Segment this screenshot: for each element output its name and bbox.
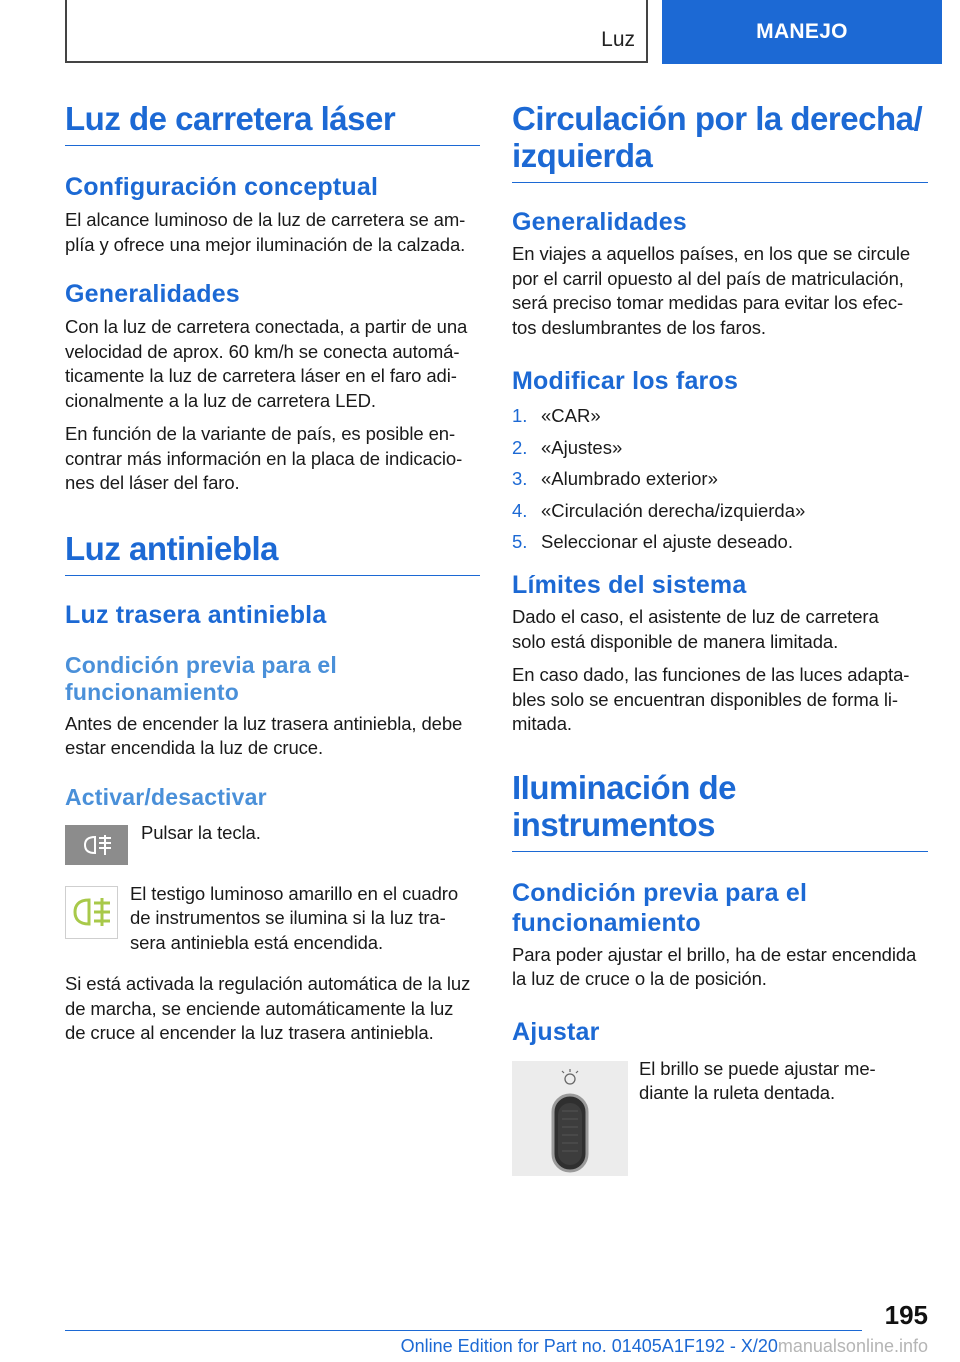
- heading-rear-fog-light: Luz trasera antiniebla: [65, 600, 327, 629]
- heading-adjust: Ajustar: [512, 1017, 600, 1046]
- paragraph-general-1: Con la luz de carretera conectada, a partir de una velocidad de aprox. 60 km/h se conecta automá- ticamente la luz de carretera láser en el faro adi- cionalmente a la luz de carretera LED.: [65, 316, 468, 411]
- paragraph-general-2: En función de la variante de país, es posible en- contrar más información en la placa de indicacio- nes del láser del faro.: [65, 423, 463, 493]
- paragraph-config: El alcance luminoso de la luz de carretera se am- plía y ofrece una mejor iluminación de la calzada.: [65, 209, 466, 255]
- list-item: 1. «CAR»: [512, 405, 601, 426]
- header-chapter-tab[interactable]: MANEJO: [662, 0, 942, 64]
- paragraph-limits-1: Dado el caso, el asistente de luz de carretera solo está disponible de manera limitada.: [512, 606, 879, 652]
- list-item: 4. «Circulación derecha/izquierda»: [512, 499, 806, 521]
- fog-button-row: [65, 821, 480, 865]
- steps-list: [512, 404, 928, 554]
- list-item: 5. Seleccionar el ajuste deseado.: [512, 531, 793, 552]
- footer-divider: [65, 1330, 862, 1331]
- paragraph-indicator: El testigo luminoso amarillo en el cuadro de instrumentos se ilumina si la luz tra- sera antiniebla está encendida.: [130, 882, 459, 953]
- header-frame: [65, 0, 648, 63]
- right-column: [512, 100, 928, 1176]
- left-column: [65, 100, 480, 1046]
- heading-general: Generalidades: [65, 280, 240, 308]
- footer-edition: Online Edition for Part no. 01405A1F192 - X/20manualsonline.info: [400, 1336, 928, 1356]
- header-section-title: Luz: [601, 28, 635, 51]
- indicator-row: [65, 882, 480, 956]
- heading-fog-light: Luz antiniebla: [65, 530, 480, 576]
- heading-precondition: Condición previa para el funcionamiento: [65, 651, 337, 705]
- heading-precondition-right: Condición previa para el funcionamiento: [512, 878, 808, 937]
- paragraph-limits-2: En caso dado, las funciones de las luces adapta- bles solo se encuentran disponibles de forma li- mitada.: [512, 664, 910, 734]
- heading-system-limits: Límites del sistema: [512, 571, 747, 599]
- paragraph-precondition-right: Para poder ajustar el brillo, ha de estar encendida la luz de cruce o la de posición.: [512, 943, 917, 989]
- adjust-row: [512, 1057, 928, 1176]
- paragraph-precondition: Antes de encender la luz trasera antiniebla, debe estar encendida la luz de cruce.: [65, 712, 463, 758]
- paragraph-auto-light: Si está activada la regulación automática de la luz de marcha, se enciende automáticamente la luz de cruce al encender la luz trasera antiniebla.: [65, 973, 471, 1043]
- heading-general-right: Generalidades: [512, 208, 687, 236]
- heading-laser-high-beam: Luz de carretera láser: [65, 100, 480, 146]
- heading-modify-headlights: Modificar los faros: [512, 367, 739, 395]
- paragraph-press-button: Pulsar la tecla.: [141, 821, 261, 843]
- heading-instrument-lighting: Iluminación de instrumentos: [512, 769, 928, 852]
- paragraph-general-right: En viajes a aquellos países, en los que se circule por el carril opuesto al del país de matriculación, será preciso tomar medidas para evitar los efec- tos deslumbrantes de los faros.: [512, 243, 911, 338]
- list-item: 3. «Alumbrado exterior»: [512, 468, 718, 489]
- rear-fog-indicator-icon: [65, 886, 118, 939]
- watermark: manualsonline.info: [777, 1336, 928, 1356]
- rear-fog-light-button-icon: [65, 825, 128, 865]
- instrument-dimmer-wheel-image: [512, 1061, 628, 1176]
- heading-traffic-side: Circulación por la derecha/ izquierda: [512, 100, 928, 183]
- paragraph-adjust: El brillo se puede ajustar me- diante la ruleta dentada.: [639, 1057, 876, 1103]
- list-item: 2. «Ajustes»: [512, 436, 623, 458]
- heading-activate-deactivate: Activar/desactivar: [65, 783, 267, 810]
- heading-conceptual-configuration: Configuración conceptual: [65, 173, 379, 201]
- page-number: 195: [884, 1300, 928, 1330]
